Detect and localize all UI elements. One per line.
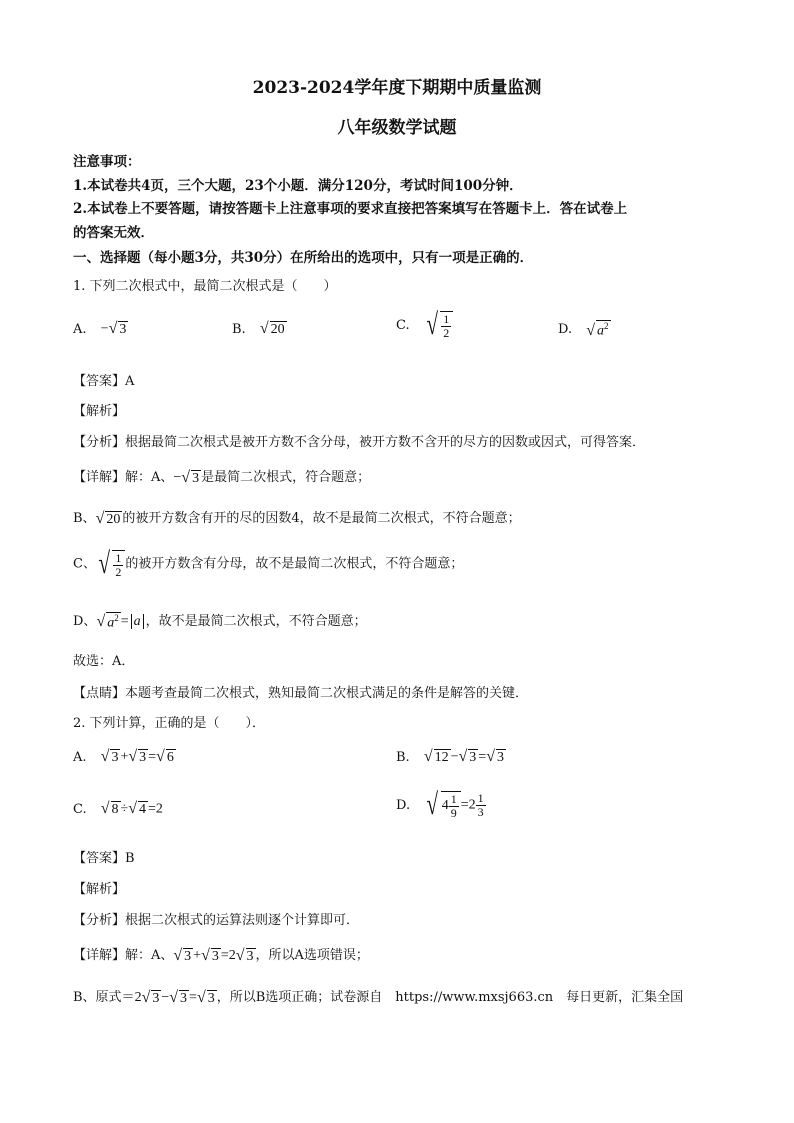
sqrt-expression: √ 6 — [156, 748, 174, 765]
radicand: 20 — [270, 322, 285, 337]
option-label: C. — [73, 801, 87, 817]
sqrt-expression: √ 3 — [181, 468, 200, 486]
sqrt-fraction: √ $\frac{1}{2}$ — [424, 310, 453, 340]
sqrt-expression: √ 3 — [141, 988, 160, 1006]
q1-option-a — [73, 320, 128, 338]
option-label: D. — [396, 797, 411, 813]
sqrt-expression: √ 3 — [458, 748, 477, 765]
numerator: 1 — [477, 790, 484, 805]
q2-option-c — [73, 800, 163, 818]
sqrt-expression: √ 4 — [128, 800, 147, 817]
option-label: A. — [73, 321, 87, 337]
operator: − — [161, 990, 170, 1005]
equals-sign: = — [120, 614, 129, 629]
equals-sign: = — [148, 749, 157, 765]
radicand: 20 — [106, 511, 121, 527]
sqrt-expression: √ 20 — [259, 320, 285, 337]
radicand: 3 — [207, 990, 215, 1006]
notice-item-1: 1.本试卷共4页，三个大题，23个小题．满分120分，考试时间100分钟． — [73, 178, 523, 194]
radicand: a — [597, 323, 605, 339]
operator: ÷ — [120, 801, 129, 817]
numerator: 1 — [443, 311, 450, 326]
operator: + — [120, 749, 129, 765]
equals-sign: = — [478, 749, 487, 765]
radicand: 3 — [192, 470, 200, 486]
abs-variable: a — [133, 614, 141, 629]
numerator: 1 — [450, 791, 457, 806]
q1-analysis: 【解析】 — [73, 404, 126, 419]
radicand: 12 — [434, 750, 449, 765]
section-1-heading: 一、选择题（每小题3分，共30分）在所给出的选项中，只有一项是正确的． — [73, 250, 534, 266]
radicand: 3 — [119, 322, 127, 337]
exponent: 2 — [604, 321, 609, 331]
radicand: 8 — [111, 802, 119, 817]
q1-option-b — [232, 320, 287, 338]
option-label: B. — [232, 321, 246, 337]
exponent: 2 — [114, 612, 119, 623]
detail-prefix: 【详解】解：A、 — [73, 470, 174, 485]
equals-sign: = — [189, 990, 197, 1005]
detail-suffix-with-source: ，所以B选项正确；试卷源自 https://www.mxsj663.cn 每日更新，汇集全国 — [216, 990, 684, 1005]
q2-detail-a — [73, 944, 369, 965]
radicand: 3 — [469, 750, 477, 765]
sqrt-expression: √ $a^2$ — [586, 321, 609, 339]
radicand: 3 — [152, 990, 160, 1006]
radicand: 3 — [496, 750, 504, 765]
radicand: a — [107, 615, 115, 631]
radicand: 3 — [180, 990, 188, 1006]
detail-prefix: C、 — [73, 556, 96, 572]
notice-item-2: 2.本试卷上不要答题，请按答题卡上注意事项的要求直接把答案填写在答题卡上．答在试卷上 — [73, 201, 628, 217]
q1-option-d — [558, 320, 611, 340]
q1-detail-d — [73, 610, 367, 631]
q2-stem: 2. 下列计算，正确的是（ ）． — [73, 716, 266, 731]
q2-option-b — [396, 748, 506, 766]
notice-item-2-cont: 的答案无效． — [73, 225, 154, 241]
sqrt-expression: √ 12 — [423, 748, 449, 765]
detail-prefix: B、原式＝ — [73, 990, 135, 1005]
sqrt-expression: √ 3 — [108, 320, 127, 337]
option-label: C. — [396, 317, 410, 333]
page-subtitle: 八年级数学试题 — [337, 118, 457, 138]
radicand: 6 — [166, 750, 174, 765]
detail-suffix: 是最简二次根式，符合题意； — [201, 470, 371, 485]
detail-prefix: B、 — [73, 511, 96, 526]
radicand: 3 — [246, 948, 254, 964]
sqrt-expression: √ 3 — [173, 946, 192, 964]
option-label: B. — [396, 749, 410, 765]
denominator: 2 — [443, 325, 450, 340]
q1-detail-c — [73, 549, 463, 579]
sqrt-expression: √ 3 — [128, 748, 147, 765]
detail-prefix: D、 — [73, 614, 97, 629]
minus-sign: − — [173, 470, 182, 485]
q1-option-c — [396, 310, 453, 340]
equals-sign: = — [220, 948, 229, 963]
result-value: 2 — [155, 801, 163, 817]
option-label: D. — [558, 322, 573, 338]
page-title: 2023-2024学年度下期期中质量监测 — [252, 78, 542, 98]
q1-fenxi: 【分析】根据最简二次根式是被开方数不含分母，被开方数不含开的尽方的因数或因式，可得答案． — [73, 435, 646, 450]
q1-detail-b — [73, 507, 521, 528]
sqrt-mixed-number: √ 4 $\frac{1}{9}$ — [424, 790, 460, 820]
denominator: 9 — [450, 805, 457, 820]
denominator: 3 — [477, 804, 484, 819]
notice-heading: 注意事项： — [73, 154, 141, 170]
q2-answer: 【答案】B — [73, 851, 135, 866]
denominator: 2 — [115, 564, 122, 579]
sqrt-expression: √ 3 — [201, 946, 219, 964]
minus-sign: − — [100, 321, 109, 337]
radicand: 4 — [139, 802, 147, 817]
numerator: 1 — [115, 550, 122, 565]
operator: + — [193, 948, 202, 963]
equals-sign: = — [148, 801, 156, 817]
sqrt-expression: √ 8 — [100, 800, 119, 817]
q2-option-d — [396, 790, 486, 820]
q1-answer: 【答案】A — [73, 374, 135, 389]
equals-sign: = — [460, 797, 469, 813]
sqrt-fraction: √ $\frac{1}{2}$ — [96, 549, 125, 579]
sqrt-expression: √ 3 — [100, 748, 119, 765]
radicand: 3 — [211, 948, 219, 964]
q2-analysis: 【解析】 — [73, 882, 126, 897]
sqrt-expression: √ 3 — [486, 748, 504, 765]
radicand: 3 — [139, 750, 147, 765]
q1-stem: 1. 下列二次根式中，最简二次根式是（ ） — [73, 279, 337, 294]
sqrt-expression: √ 20 — [95, 509, 121, 527]
radicand: 3 — [184, 948, 192, 964]
detail-prefix: 【详解】解：A、 — [73, 948, 174, 963]
whole-part: 2 — [468, 797, 476, 813]
operator: − — [450, 749, 459, 765]
absolute-value — [131, 614, 144, 629]
coefficient: 2 — [134, 990, 142, 1005]
radicand: 3 — [111, 750, 119, 765]
sqrt-expression: √ 3 — [235, 946, 254, 964]
option-label: A. — [73, 749, 87, 765]
q2-option-a — [73, 748, 176, 766]
q1-detail-a — [73, 466, 370, 487]
sqrt-expression: √ $a^2$ — [96, 612, 119, 631]
detail-suffix: ，故不是最简二次根式，不符合题意； — [145, 614, 367, 629]
q1-dianjing: 【点睛】本题考查最简二次根式，熟知最简二次根式满足的条件是解答的关键． — [73, 686, 529, 701]
sqrt-expression: √ 3 — [196, 988, 215, 1006]
detail-suffix: ，所以A选项错误； — [255, 948, 369, 963]
sqrt-expression: √ 3 — [169, 988, 188, 1006]
q1-choose: 故选：A． — [73, 654, 135, 669]
q2-detail-b — [73, 986, 683, 1007]
detail-suffix: 的被开方数含有分母，故不是最简二次根式，不符合题意； — [125, 556, 464, 572]
q2-fenxi: 【分析】根据二次根式的运算法则逐个计算即可． — [73, 913, 360, 928]
whole-part: 4 — [441, 798, 449, 813]
coefficient: 2 — [228, 948, 236, 963]
detail-suffix: 的被开方数含有开的尽的因数4，故不是最简二次根式，不符合题意； — [122, 511, 521, 526]
